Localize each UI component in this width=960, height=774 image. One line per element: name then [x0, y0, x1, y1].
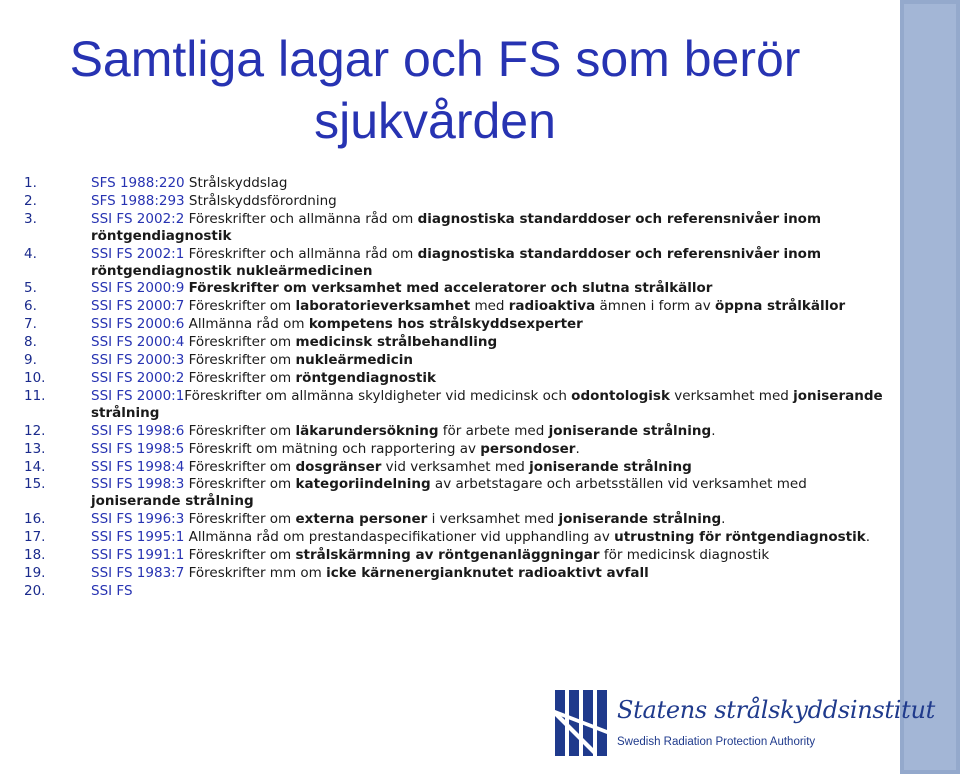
item-number: 20. — [24, 582, 46, 599]
item-text: SSI FS 1998:6 Föreskrifter om läkarundersökning för arbete med joniserande strålning. — [91, 422, 716, 439]
item-number: 2. — [24, 192, 37, 209]
item-text — [91, 583, 884, 600]
item-text: SSI FS 1998:3 Föreskrifter om kategoriindelning av arbetstagare och arbetsställen vid verksamhet med joniserande strålning — [91, 476, 807, 510]
list-item — [24, 298, 884, 316]
item-emphasis: röntgendiagnostik — [295, 369, 436, 386]
list-item — [24, 441, 884, 459]
item-number: 4. — [24, 245, 37, 262]
item-text: SSI FS 2002:2 Föreskrifter och allmänna råd om diagnostiska standarddoser och referensnivåer inom röntgendiagnostik — [91, 210, 822, 244]
item-emphasis: laboratorieverksamhet — [295, 298, 471, 315]
item-number: 7. — [24, 316, 37, 333]
list-item — [24, 246, 884, 281]
title-line-2: sjukvården — [314, 93, 556, 149]
list-item — [24, 211, 884, 246]
item-reference: SSI FS 1998:3 — [91, 476, 185, 493]
list-item — [24, 352, 884, 370]
item-reference: SSI FS 1991:1 — [91, 547, 185, 564]
item-reference: SSI FS 2002:2 — [91, 210, 185, 227]
item-number: 15. — [24, 476, 46, 493]
item-number: 16. — [24, 511, 46, 528]
item-reference: SSI FS — [91, 582, 133, 599]
item-reference: SSI FS 2000:9 — [91, 280, 185, 297]
item-text: SSI FS 2000:3 Föreskrifter om nukleärmedicin — [91, 352, 414, 369]
item-emphasis: joniserande strålning — [91, 387, 883, 421]
list-item — [24, 316, 884, 334]
item-emphasis: Föreskrifter om verksamhet med acceleratorer och slutna strålkällor — [188, 280, 713, 297]
item-emphasis: joniserande strålning — [529, 458, 692, 475]
item-reference: SSI FS 1995:1 — [91, 529, 185, 546]
item-emphasis: läkarundersökning — [295, 422, 439, 439]
item-text: SSI FS 2000:1Föreskrifter om allmänna skyldigheter vid medicinsk och odontologisk verksamhet med joniserande strålning — [91, 387, 883, 421]
item-number: 3. — [24, 210, 37, 227]
ssi-logo — [555, 690, 935, 760]
item-number: 1. — [24, 175, 37, 191]
item-emphasis: öppna strålkällor — [714, 298, 846, 315]
item-emphasis: joniserande strålning — [91, 493, 254, 510]
item-text: SSI FS 1998:4 Föreskrifter om dosgränser vid verksamhet med joniserande strålning — [91, 458, 692, 475]
item-text: SSI FS 1996:3 Föreskrifter om externa personer i verksamhet med joniserande strålning. — [91, 511, 726, 528]
item-emphasis: inom röntgendiagnostik nukleärmedicinen — [91, 245, 822, 279]
item-emphasis: inom röntgendiagnostik — [91, 210, 822, 244]
title-line-1: Samtliga lagar och FS som berör — [69, 31, 801, 87]
item-emphasis: medicinsk strålbehandling — [295, 334, 498, 351]
item-emphasis: joniserande strålning — [558, 511, 722, 528]
item-reference: SSI FS 2000:6 — [91, 316, 185, 333]
ssi-logo-mark-icon — [555, 690, 607, 756]
item-number: 9. — [24, 352, 37, 369]
item-reference: SSI FS 2000:1 — [91, 387, 185, 404]
item-emphasis: persondoser — [480, 440, 576, 457]
item-number: 19. — [24, 564, 46, 581]
list-item — [24, 565, 884, 583]
list-item — [24, 547, 884, 565]
item-text: SSI FS 2000:6 Allmänna råd om kompetens hos strålskyddsexperter — [91, 316, 583, 333]
logo-name: Statens strålskyddsinstitut — [617, 696, 935, 724]
item-text: SSI FS 2000:7 Föreskrifter om laboratorieverksamhet med radioaktiva ämnen i form av öppna strålkällor — [91, 298, 846, 315]
item-reference: SSI FS 2000:2 — [91, 369, 185, 386]
item-emphasis: diagnostiska standarddoser och referensnivåer — [417, 210, 780, 227]
item-number: 10. — [24, 369, 46, 386]
item-reference: SSI FS 1996:3 — [91, 511, 185, 528]
slide-title — [0, 28, 870, 152]
list-item — [24, 175, 884, 193]
item-text: SSI FS 2002:1 Föreskrifter och allmänna råd om diagnostiska standarddoser och referensnivåer inom röntgendiagnostik nukleärmedicinen — [91, 245, 822, 279]
item-reference: SSI FS 1983:7 — [91, 564, 185, 581]
list-item — [24, 583, 884, 601]
item-emphasis: utrustning för — [614, 529, 721, 546]
item-reference: SSI FS 1998:4 — [91, 458, 185, 475]
item-number: 11. — [24, 387, 46, 404]
list-item — [24, 193, 884, 211]
item-number: 6. — [24, 298, 37, 315]
law-list — [24, 175, 884, 601]
item-emphasis: nukleärmedicin — [295, 352, 414, 369]
item-text: SSI FS 1991:1 Föreskrifter om strålskärmning av röntgenanläggningar för medicinsk diagnostik — [91, 547, 770, 564]
item-text — [91, 280, 884, 297]
logo-subtitle: Swedish Radiation Protection Authority — [617, 736, 816, 748]
item-reference: SFS 1988:293 — [91, 192, 185, 209]
item-emphasis: diagnostiska standarddoser och referensnivåer — [417, 245, 780, 262]
list-item — [24, 423, 884, 441]
item-reference: SSI FS 1998:6 — [91, 422, 185, 439]
item-reference: SSI FS 2002:1 — [91, 245, 185, 262]
item-text: SFS 1988:220 Strålskyddslag — [91, 175, 288, 191]
item-text: SSI FS 1995:1 Allmänna råd om prestandaspecifikationer vid upphandling av utrustning för röntgendiagnostik. — [91, 529, 871, 546]
item-emphasis: joniserande strålning — [548, 422, 712, 439]
item-number: 12. — [24, 422, 46, 439]
list-item — [24, 529, 884, 547]
item-emphasis: röntgendiagnostik — [725, 529, 866, 546]
list-item — [24, 334, 884, 352]
list-item — [24, 511, 884, 529]
item-emphasis: dosgränser — [295, 458, 382, 475]
list-item — [24, 388, 884, 423]
list-item — [24, 280, 884, 298]
item-number: 17. — [24, 529, 46, 546]
item-emphasis: odontologisk — [571, 387, 670, 404]
item-emphasis: kompetens hos strålskyddsexperter — [308, 316, 583, 333]
item-number: 18. — [24, 547, 46, 564]
item-reference: SSI FS 2000:4 — [91, 334, 185, 351]
item-emphasis: icke kärnenergianknutet radioaktivt avfall — [326, 564, 649, 581]
item-reference: SFS 1988:220 — [91, 175, 185, 191]
item-text: SSI FS 1998:5 Föreskrift om mätning och rapportering av persondoser. — [91, 440, 580, 457]
list-item — [24, 476, 884, 511]
list-item — [24, 459, 884, 477]
item-number: 8. — [24, 334, 37, 351]
decorative-sidebar-inner — [904, 4, 956, 770]
item-emphasis: externa personer — [295, 511, 428, 528]
item-emphasis: radioaktiva — [508, 298, 596, 315]
item-number: 13. — [24, 440, 46, 457]
item-reference: SSI FS 2000:3 — [91, 352, 185, 369]
item-emphasis: kategoriindelning — [295, 476, 431, 493]
item-reference: SSI FS 2000:7 — [91, 298, 185, 315]
item-text: SSI FS 1983:7 Föreskrifter mm om icke kärnenergianknutet radioaktivt avfall — [91, 564, 649, 581]
item-text: SFS 1988:293 Strålskyddsförordning — [91, 192, 337, 209]
item-text: SSI FS 2000:2 Föreskrifter om röntgendiagnostik — [91, 369, 436, 386]
item-emphasis: strålskärmning av röntgenanläggningar — [295, 547, 600, 564]
item-number: 14. — [24, 458, 46, 475]
list-item — [24, 370, 884, 388]
item-reference: SSI FS 1998:5 — [91, 440, 185, 457]
item-number: 5. — [24, 280, 37, 297]
item-text: SSI FS 2000:4 Föreskrifter om medicinsk strålbehandling — [91, 334, 498, 351]
